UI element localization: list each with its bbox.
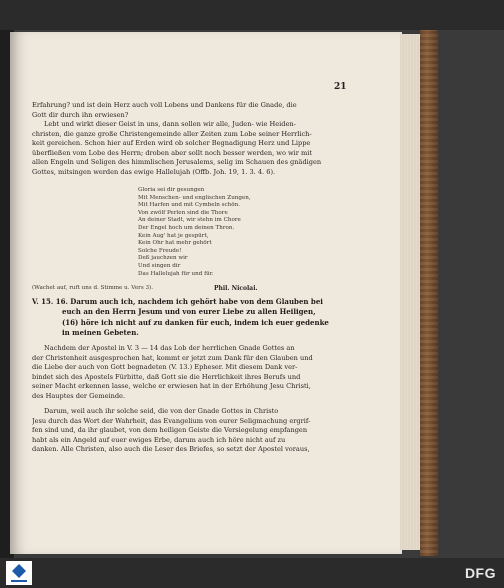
viewer-top-bar: [0, 0, 504, 30]
poem-line: Mit Menschen- und englischen Zungen,: [138, 194, 251, 201]
text-line: Lebt und wirkt dieser Geist in uns, dann sollen wir alle, Juden- wie Heiden-: [44, 120, 296, 128]
text-line: Erfahrung? und ist dein Herz auch voll Lobens und Dankens für die Gnade, die: [32, 101, 297, 109]
poem-line: Der Engel hoch um deinen Thron.: [138, 224, 235, 231]
poem-line: Kein Aug' hat je gespürt,: [138, 232, 209, 239]
poem-line: Deß jauchzen wir: [138, 255, 188, 262]
hymn-reference: (Wachet auf, ruft uns d. Stimme u. Vers 3).: [32, 285, 153, 291]
text-line: keit gereichen. Schon hier auf Erden wird ob solcher Begnadigung Herz und Lippe: [32, 139, 311, 148]
heading-line: V. 15. 16. Darum auch ich, nachdem ich gehört habe von dem Glauben bei: [32, 297, 323, 306]
text-line: die Liebe der auch von Gott begnadeten (V. 13.) Epheser. Mit diesem Dank ver-: [32, 363, 298, 372]
text-line: bindet sich des Apostels Fürbitte, daß Gott sie die Herrlichkeit ihres Berufs und: [32, 372, 301, 381]
poem-line: Gloria sei dir gesungen: [138, 187, 205, 193]
heading-line: in meinen Gebeten.: [62, 328, 139, 338]
text-line: Gottes, mitsingen werden das ewige Hallelujah (Offb. Joh. 19, 1. 3. 4. 6).: [32, 167, 276, 176]
viewer-bottom-bar: [0, 558, 504, 588]
poem-line: An deiner Stadt, wir stehn im Chore: [138, 217, 241, 224]
poem-line: Das Hallelujah für und für.: [138, 270, 214, 277]
book-cover-edge: [420, 30, 438, 556]
hymn-verse: [138, 187, 251, 278]
paragraph-4: [32, 407, 342, 455]
text-line: allen Engeln und Seligen des himmlischen Jerusalems, selig im Schauen des gnädigen: [32, 158, 322, 167]
library-logo-icon: [6, 561, 32, 585]
text-line: fen sind und, da ihr glaubet, von dem heiligen Geiste die Versiegelung empfangen: [32, 426, 308, 435]
text-line: habt als ein Angeld auf euer ewiges Erbe, darum auch ich höre nicht auf zu: [32, 435, 286, 444]
paragraph-3: [32, 344, 342, 402]
poem-line: Kein Ohr hat mehr gehört: [138, 240, 212, 247]
heading-line: (16) höre ich nicht auf zu danken für euch, indem ich euer gedenke: [62, 317, 329, 327]
paragraph-2: [32, 120, 342, 178]
text-line: überfließen vom Lobe des Herrn; droben aber sollt noch besser werden, wo wir mit: [32, 148, 313, 157]
page-number: 21: [334, 82, 347, 92]
hymn-author: Phil. Nicolai.: [214, 285, 258, 292]
text-line: Jesu durch das Wort der Wahrheit, das Evangelium von eurer Seligmachung ergrif-: [32, 416, 311, 425]
poem-line: Von zwölf Perlen sind die Thore: [138, 209, 228, 216]
text-line: Gott dir durch ihn erwiesen?: [32, 110, 129, 119]
verse-heading: [32, 297, 342, 339]
heading-line: euch an den Herrn Jesum und von eurer Liebe zu allen Heiligen,: [62, 307, 316, 317]
text-line: christen, die ganze große Christengemeinde aller Zeiten zum Lobe seiner Herrlich-: [32, 129, 312, 138]
text-line: der Christenheit ausgesprochen hat, kommt er jetzt zum Dank für den Glauben und: [32, 353, 313, 362]
poem-line: Mit Harfen und mit Cymbeln schön.: [138, 202, 241, 209]
text-line: seiner Macht erkennen lasse, welche er erwiesen hat in der Erhöhung Jesu Christi,: [32, 382, 311, 391]
poem-line: Solche Freude!: [138, 247, 182, 254]
paragraph-1: [32, 101, 342, 120]
text-line: danken. Alle Christen, also auch die Leser des Briefes, so setzt der Apostel voraus,: [32, 445, 310, 454]
poem-line: Und singen dir: [138, 262, 181, 269]
text-line: des Hauptes der Gemeinde.: [32, 391, 126, 400]
text-line: Nachdem der Apostel in V. 3 — 14 das Lob der herrlichen Gnade Gottes an: [44, 344, 295, 352]
text-line: Darum, weil auch ihr solche seid, die von der Gnade Gottes in Christo: [44, 407, 279, 415]
dfg-logo: DFG: [464, 565, 496, 581]
